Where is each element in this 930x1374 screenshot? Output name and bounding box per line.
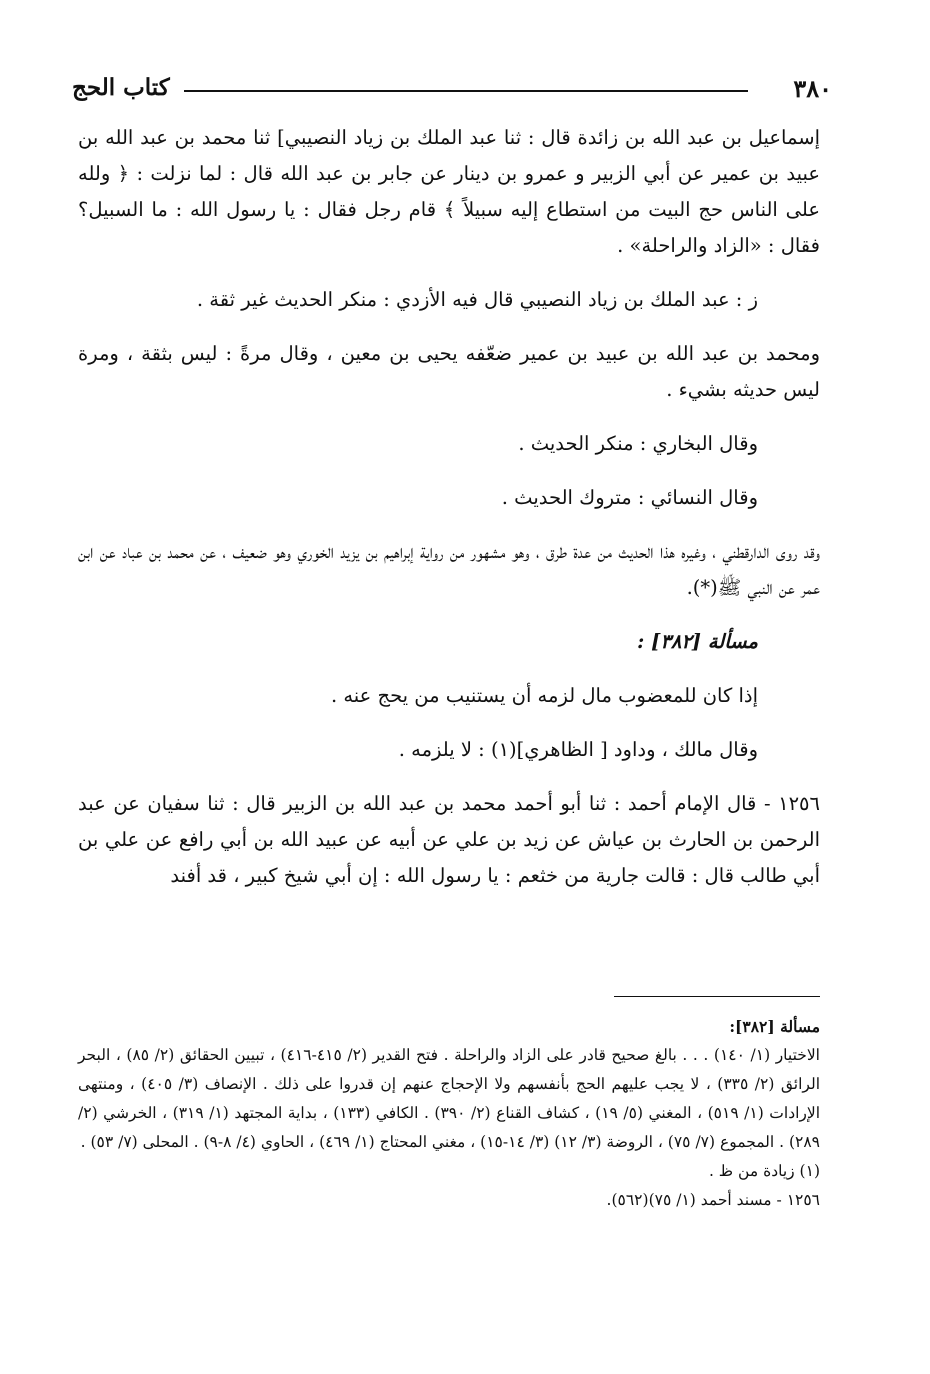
daraqutni-note: وقد روى الدارقطني ، وغيره هذا الحديث من عدة طرق ، وهو مشهور من رواية إبراهيم بن يزيد الخوري وهو ضعيف ، عن محمد بن عباد عن ابن عمر عن النبي ﷺ(*).	[78, 540, 820, 599]
footnote-1: (١) زيادة من ظ .	[708, 1162, 820, 1180]
footnotes	[78, 1012, 820, 1215]
hadith-continuation: إسماعيل بن عبد الله بن زائدة قال : ثنا عبد الملك بن زياد النصيبي] ثنا محمد بن عبد الله بن عبيد بن عمير عن أبي الزبير و عمرو بن دينار عن جابر بن عبد الله قال : لما نزلت : ﴿ ولله على الناس حج البيت من استطاع إليه سبيلاً ﴾ قام رجل فقال : يا رسول الله : ما السبيل؟ فقال : «الزاد والراحلة» .	[78, 126, 820, 257]
nasai-note: وقال النسائي : متروك الحديث .	[501, 486, 758, 509]
issue-opposing-view: وقال مالك ، وداود [ الظاهري](١) : لا يلزمه .	[398, 738, 758, 761]
running-title: كتاب الحج	[72, 74, 170, 101]
narrator-note-nasibi: ز : عبد الملك بن زياد النصيبي قال فيه الأزدي : منكر الحديث غير ثقة .	[196, 288, 758, 311]
footnote-1256: ١٢٥٦ - مسند أحمد (١/ ٧٥)(٥٦٢).	[606, 1191, 820, 1209]
footnote-sources: الاختيار (١/ ١٤٠) . . . بالغ صحيح قادر على الزاد والراحلة . فتح القدير (٢/ ٤١٥-٤١٦) ، تبيين الحقائق (٢/ ٨٥) ، البحر الرائق (٢/ ٣٣٥) ، لا يجب عليهم الحج بأنفسهم ولا الإحجاج عنهم إن قدروا على ذلك . الإنصاف (٣/ ٤٠٥) ، ومنتهى الإرادات (١/ ٥١٩) ، المغني (٥/ ١٩) ، كشاف القناع (٢/ ٣٩٠) . الكافي (١٣٣) ، بداية المجتهد (١/ ٣١٩) ، الخرشي (٢/ ٢٨٩) . المجموع (٧/ ٧٥) ، الروضة (٣/ ١٢) (٣/ ١٤-١٥) ، مغني المحتاج (١/ ٤٦٩) ، الحاوي (٤/ ٨-٩) . المحلى (٧/ ٥٣) .	[78, 1046, 821, 1151]
footnote-heading: مسألة [٣٨٢]:	[729, 1017, 820, 1036]
footnote-separator	[614, 996, 820, 997]
hadith-1256: ١٢٥٦ - قال الإمام أحمد : ثنا أبو أحمد محمد بن عبد الله بن الزبير قال : ثنا سفيان عن عبد الرحمن بن الحارث بن عياش عن زيد بن علي عن أبيه عن عبيد الله بن أبي رافع عن علي بن أبي طالب قال : قالت جارية من خثعم : يا رسول الله : إن أبي شيخ كبير ، قد أفند	[78, 792, 820, 887]
header-rule	[184, 90, 748, 92]
page-number: ٣٨٠	[793, 74, 832, 103]
page-header	[72, 66, 832, 106]
main-text	[78, 120, 820, 894]
narrator-note-muhammad: ومحمد بن عبد الله بن عبيد بن عمير ضعّفه يحيى بن معين ، وقال مرةً : ليس بثقة ، ومرة ليس حديثه بشيء .	[78, 342, 820, 401]
bukhari-note: وقال البخاري : منكر الحديث .	[518, 432, 758, 455]
issue-statement: إذا كان للمعضوب مال لزمه أن يستنيب من يحج عنه .	[330, 684, 758, 707]
issue-heading: مسألة [٣٨٢] :	[637, 630, 758, 653]
